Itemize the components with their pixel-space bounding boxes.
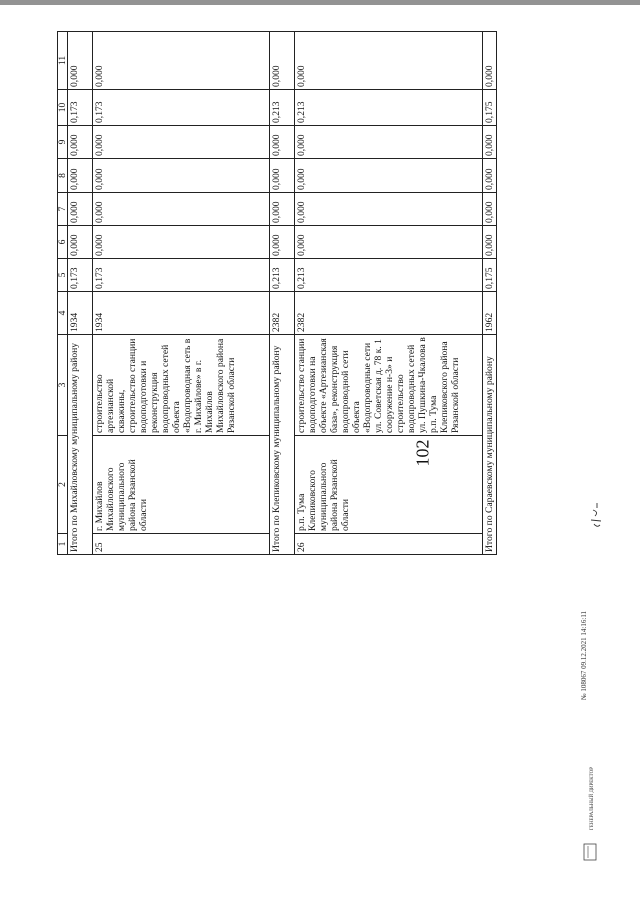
row-number: 26 <box>295 534 483 555</box>
header-cell: 8 <box>58 159 68 193</box>
row-number: 25 <box>93 534 270 555</box>
value-cell: 0,000 <box>270 226 295 259</box>
value-cell: 0,000 <box>295 159 483 193</box>
value-cell: 0,000 <box>483 226 497 259</box>
value-cell: 0,000 <box>68 193 93 226</box>
value-cell: 0,000 <box>93 159 270 193</box>
value-cell: 0,000 <box>68 226 93 259</box>
value-cell: 0,000 <box>68 126 93 159</box>
value-cell: 0,175 <box>483 90 497 126</box>
value-cell: 1934 <box>93 292 270 335</box>
header-cell: 3 <box>58 335 68 436</box>
table-row <box>93 32 270 555</box>
value-cell: 0,175 <box>483 259 497 292</box>
value-cell: 2382 <box>295 292 483 335</box>
value-cell: 0,000 <box>270 32 295 90</box>
value-cell: 0,000 <box>483 193 497 226</box>
value-cell: 1934 <box>68 292 93 335</box>
header-row <box>58 32 68 555</box>
value-cell: 0,173 <box>93 90 270 126</box>
value-cell: 0,000 <box>295 193 483 226</box>
rotated-table-area <box>57 32 609 555</box>
total-label: Итого по Клепиковскому муниципальному району <box>270 335 295 555</box>
header-cell: 10 <box>58 90 68 126</box>
value-cell: 0,000 <box>93 126 270 159</box>
value-cell: 1962 <box>483 292 497 335</box>
header-cell: 11 <box>58 32 68 90</box>
seal-text: ГЕНЕРАЛЬНЫЙ ДИРЕКТОР <box>590 766 595 830</box>
table-sheet <box>57 32 609 555</box>
header-cell: 1 <box>58 534 68 555</box>
value-cell: 0,000 <box>483 159 497 193</box>
page-number: 102 <box>412 439 433 467</box>
value-cell: 0,213 <box>295 259 483 292</box>
total-label: Итого по Михайловскому муниципальному району <box>68 335 93 555</box>
total-label: Итого по Сараевскому муниципальному району <box>483 335 497 555</box>
value-cell: 0,213 <box>295 90 483 126</box>
place-cell: р.п. Тума Клепиковского муниципального района Рязанской области <box>295 436 483 534</box>
value-cell: 2382 <box>270 292 295 335</box>
value-cell: 0,000 <box>295 126 483 159</box>
header-cell: 5 <box>58 259 68 292</box>
value-cell: 0,000 <box>93 193 270 226</box>
value-cell: 0,000 <box>295 32 483 90</box>
seal-icon <box>582 842 600 864</box>
total-row-saraevsky <box>483 32 497 555</box>
header-cell: 9 <box>58 126 68 159</box>
place-cell: г. Михайлов Михайловского муниципального района Рязанской области <box>93 436 270 534</box>
value-cell: 0,173 <box>93 259 270 292</box>
value-cell: 0,213 <box>270 259 295 292</box>
header-cell: 7 <box>58 193 68 226</box>
budget-table <box>57 31 497 555</box>
description-cell: строительство станции водоподготовки на объекте «Артезианская база», реконструкция водопроводной сети объекта «Водопроводные сети ул. Советская д. 78 к. 1 сооружение н-3» и строительство водопроводных сетей ул. Пушкина-Чкалова в р.п. Тума Клепиковского района Рязанской области <box>295 335 483 436</box>
value-cell: 0,000 <box>93 32 270 90</box>
value-cell: 0,000 <box>270 193 295 226</box>
value-cell: 0,000 <box>93 226 270 259</box>
header-cell: 6 <box>58 226 68 259</box>
value-cell: 0,000 <box>270 126 295 159</box>
value-cell: 0,000 <box>270 159 295 193</box>
value-cell: 0,000 <box>483 126 497 159</box>
header-cell: 2 <box>58 436 68 534</box>
scan-top-edge <box>0 0 640 5</box>
registration-stamp: № 108067 09.12.2021 14:16:11 <box>580 610 588 700</box>
header-cell: 4 <box>58 292 68 335</box>
total-row-mikhailovsky <box>68 32 93 555</box>
value-cell: 0,000 <box>68 159 93 193</box>
value-cell: 0,000 <box>483 32 497 90</box>
signature-mark <box>585 500 607 530</box>
value-cell: 0,213 <box>270 90 295 126</box>
total-row-klepikovsky <box>270 32 295 555</box>
value-cell: 0,000 <box>295 226 483 259</box>
value-cell: 0,173 <box>68 259 93 292</box>
value-cell: 0,173 <box>68 90 93 126</box>
value-cell: 0,000 <box>68 32 93 90</box>
description-cell: строительство артезианской скважины, строительство станции водоподготовки и реконструкция водопроводных сетей объекта «Водопроводная сеть в г. Михайлове» в г. Михайлов Михайловского района Рязанской области <box>93 335 270 436</box>
table-row <box>295 32 483 555</box>
